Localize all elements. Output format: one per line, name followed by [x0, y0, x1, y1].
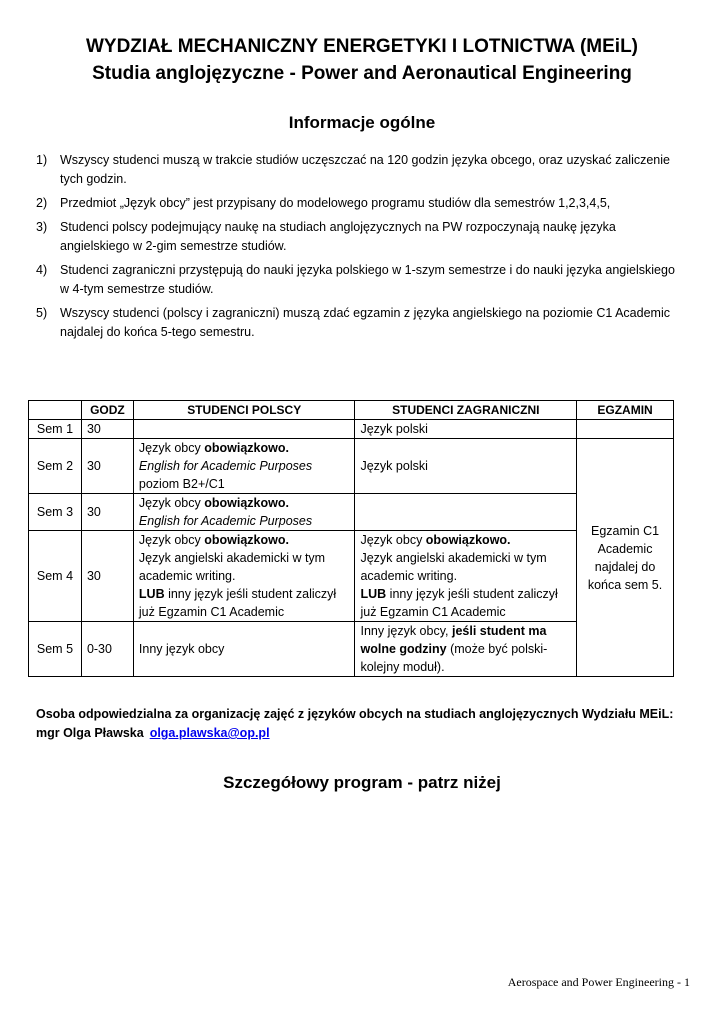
- item-text: Wszyscy studenci (polscy i zagraniczni) muszą zdać egzamin z języka angielskiego na poziomie C1 Academic najdalej do końca 5-tego semestru.: [60, 306, 670, 339]
- hours-cell: 30: [81, 494, 133, 531]
- cell-text-italic: English for Academic Purposes: [138, 459, 313, 473]
- info-item: [36, 304, 686, 342]
- sem-cell: Sem 2: [29, 439, 82, 494]
- cell-text: inny język jeśli student zaliczył już Egzamin C1 Academic: [360, 587, 558, 619]
- hours-cell: 30: [81, 439, 133, 494]
- responsible-name: mgr Olga Pławska: [36, 726, 144, 740]
- info-item: [36, 261, 686, 299]
- item-text: Przedmiot „Język obcy” jest przypisany do modelowego programu studiów dla semestrów 1,2,3,4,5,: [60, 196, 611, 210]
- header-godz: GODZ: [81, 401, 133, 420]
- foreign-cell: [355, 531, 577, 622]
- sem-cell: Sem 4: [29, 531, 82, 622]
- info-item: [36, 218, 686, 256]
- foreign-cell: [355, 622, 577, 677]
- cell-text-bold: LUB: [360, 587, 387, 601]
- foreign-cell: [355, 494, 577, 531]
- language-schedule-table: [28, 400, 674, 677]
- cell-text: (może być polski-kolejny moduł).: [360, 642, 548, 674]
- info-item: [36, 151, 686, 189]
- polish-cell: [133, 420, 355, 439]
- header-polish-students: STUDENCI POLSCY: [133, 401, 355, 420]
- responsible-contact: [36, 724, 696, 743]
- item-number: 5): [36, 306, 48, 320]
- cell-text: Język obcy: [138, 441, 205, 455]
- cell-text-bold: jeśli student ma wolne godziny: [360, 624, 547, 656]
- cell-text: poziom B2+/C1: [138, 477, 225, 491]
- detail-program-title: Szczegółowy program - patrz niżej: [223, 773, 501, 792]
- table-row: [29, 439, 674, 494]
- foreign-cell: Język polski: [355, 420, 577, 439]
- hours-cell: 30: [81, 420, 133, 439]
- item-number: 2): [36, 196, 48, 210]
- item-number: 3): [36, 220, 48, 234]
- info-item: [36, 194, 686, 213]
- cell-text: Inny język obcy,: [360, 624, 452, 638]
- hours-cell: 0-30: [81, 622, 133, 677]
- general-info-list: [36, 151, 686, 347]
- cell-text-bold: obowiązkowo.: [204, 441, 289, 455]
- cell-text: Język angielski akademicki w tym academic writing.: [138, 551, 326, 583]
- cell-text: Język obcy: [138, 533, 205, 547]
- exam-cell: Egzamin C1 Academic najdalej do końca sem 5.: [577, 439, 674, 677]
- email-link[interactable]: olga.plawska@op.pl: [149, 726, 270, 740]
- hours-cell: 30: [81, 531, 133, 622]
- item-text: Studenci zagraniczni przystępują do nauki języka polskiego w 1-szym semestrze i do nauki języka angielskiego w 4-tym semestrze studiów.: [60, 263, 675, 296]
- table-header-row: [29, 401, 674, 420]
- header-exam: EGZAMIN: [577, 401, 674, 420]
- cell-text-bold: obowiązkowo.: [204, 496, 289, 510]
- cell-text: Język angielski akademicki w tym academic writing.: [360, 551, 547, 583]
- sem-cell: Sem 5: [29, 622, 82, 677]
- cell-text-bold: LUB: [138, 587, 165, 601]
- polish-cell: [133, 531, 355, 622]
- polish-cell: [133, 439, 355, 494]
- document-subtitle: Studia anglojęzyczne - Power and Aeronautical Engineering: [92, 63, 632, 84]
- page-footer: Aerospace and Power Engineering - 1: [507, 975, 690, 989]
- table-row: [29, 420, 674, 439]
- cell-text: inny język jeśli student zaliczył już Egzamin C1 Academic: [138, 587, 337, 619]
- sem-cell: Sem 1: [29, 420, 82, 439]
- cell-text-bold: obowiązkowo.: [204, 533, 289, 547]
- document-title: WYDZIAŁ MECHANICZNY ENERGETYKI I LOTNICTWA (MEiL): [85, 36, 639, 57]
- cell-text-bold: obowiązkowo.: [425, 533, 511, 547]
- header-sem: [29, 401, 82, 420]
- section-title-general-info: Informacje ogólne: [288, 113, 436, 132]
- header-foreign-students: STUDENCI ZAGRANICZNI: [355, 401, 577, 420]
- polish-cell: Inny język obcy: [133, 622, 355, 677]
- exam-cell: [577, 420, 674, 439]
- polish-cell: [133, 494, 355, 531]
- cell-text: Język obcy: [138, 496, 205, 510]
- item-number: 1): [36, 153, 48, 167]
- responsible-person-note: [36, 705, 696, 743]
- responsible-text: Osoba odpowiedzialna za organizację zajęć z języków obcych na studiach anglojęzycznych Wydziału MEiL:: [36, 707, 674, 721]
- foreign-cell: Język polski: [355, 439, 577, 494]
- sem-cell: Sem 3: [29, 494, 82, 531]
- cell-text: Język obcy: [360, 533, 426, 547]
- item-text: Wszyscy studenci muszą w trakcie studiów uczęszczać na 120 godzin języka obcego, oraz uzyskać zaliczenie tych godzin.: [60, 153, 670, 186]
- cell-text-italic: English for Academic Purposes: [138, 514, 313, 528]
- item-text: Studenci polscy podejmujący naukę na studiach anglojęzycznych na PW rozpoczynają naukę języka angielskiego w 2-gim semestrze studiów.: [60, 220, 616, 253]
- item-number: 4): [36, 263, 48, 277]
